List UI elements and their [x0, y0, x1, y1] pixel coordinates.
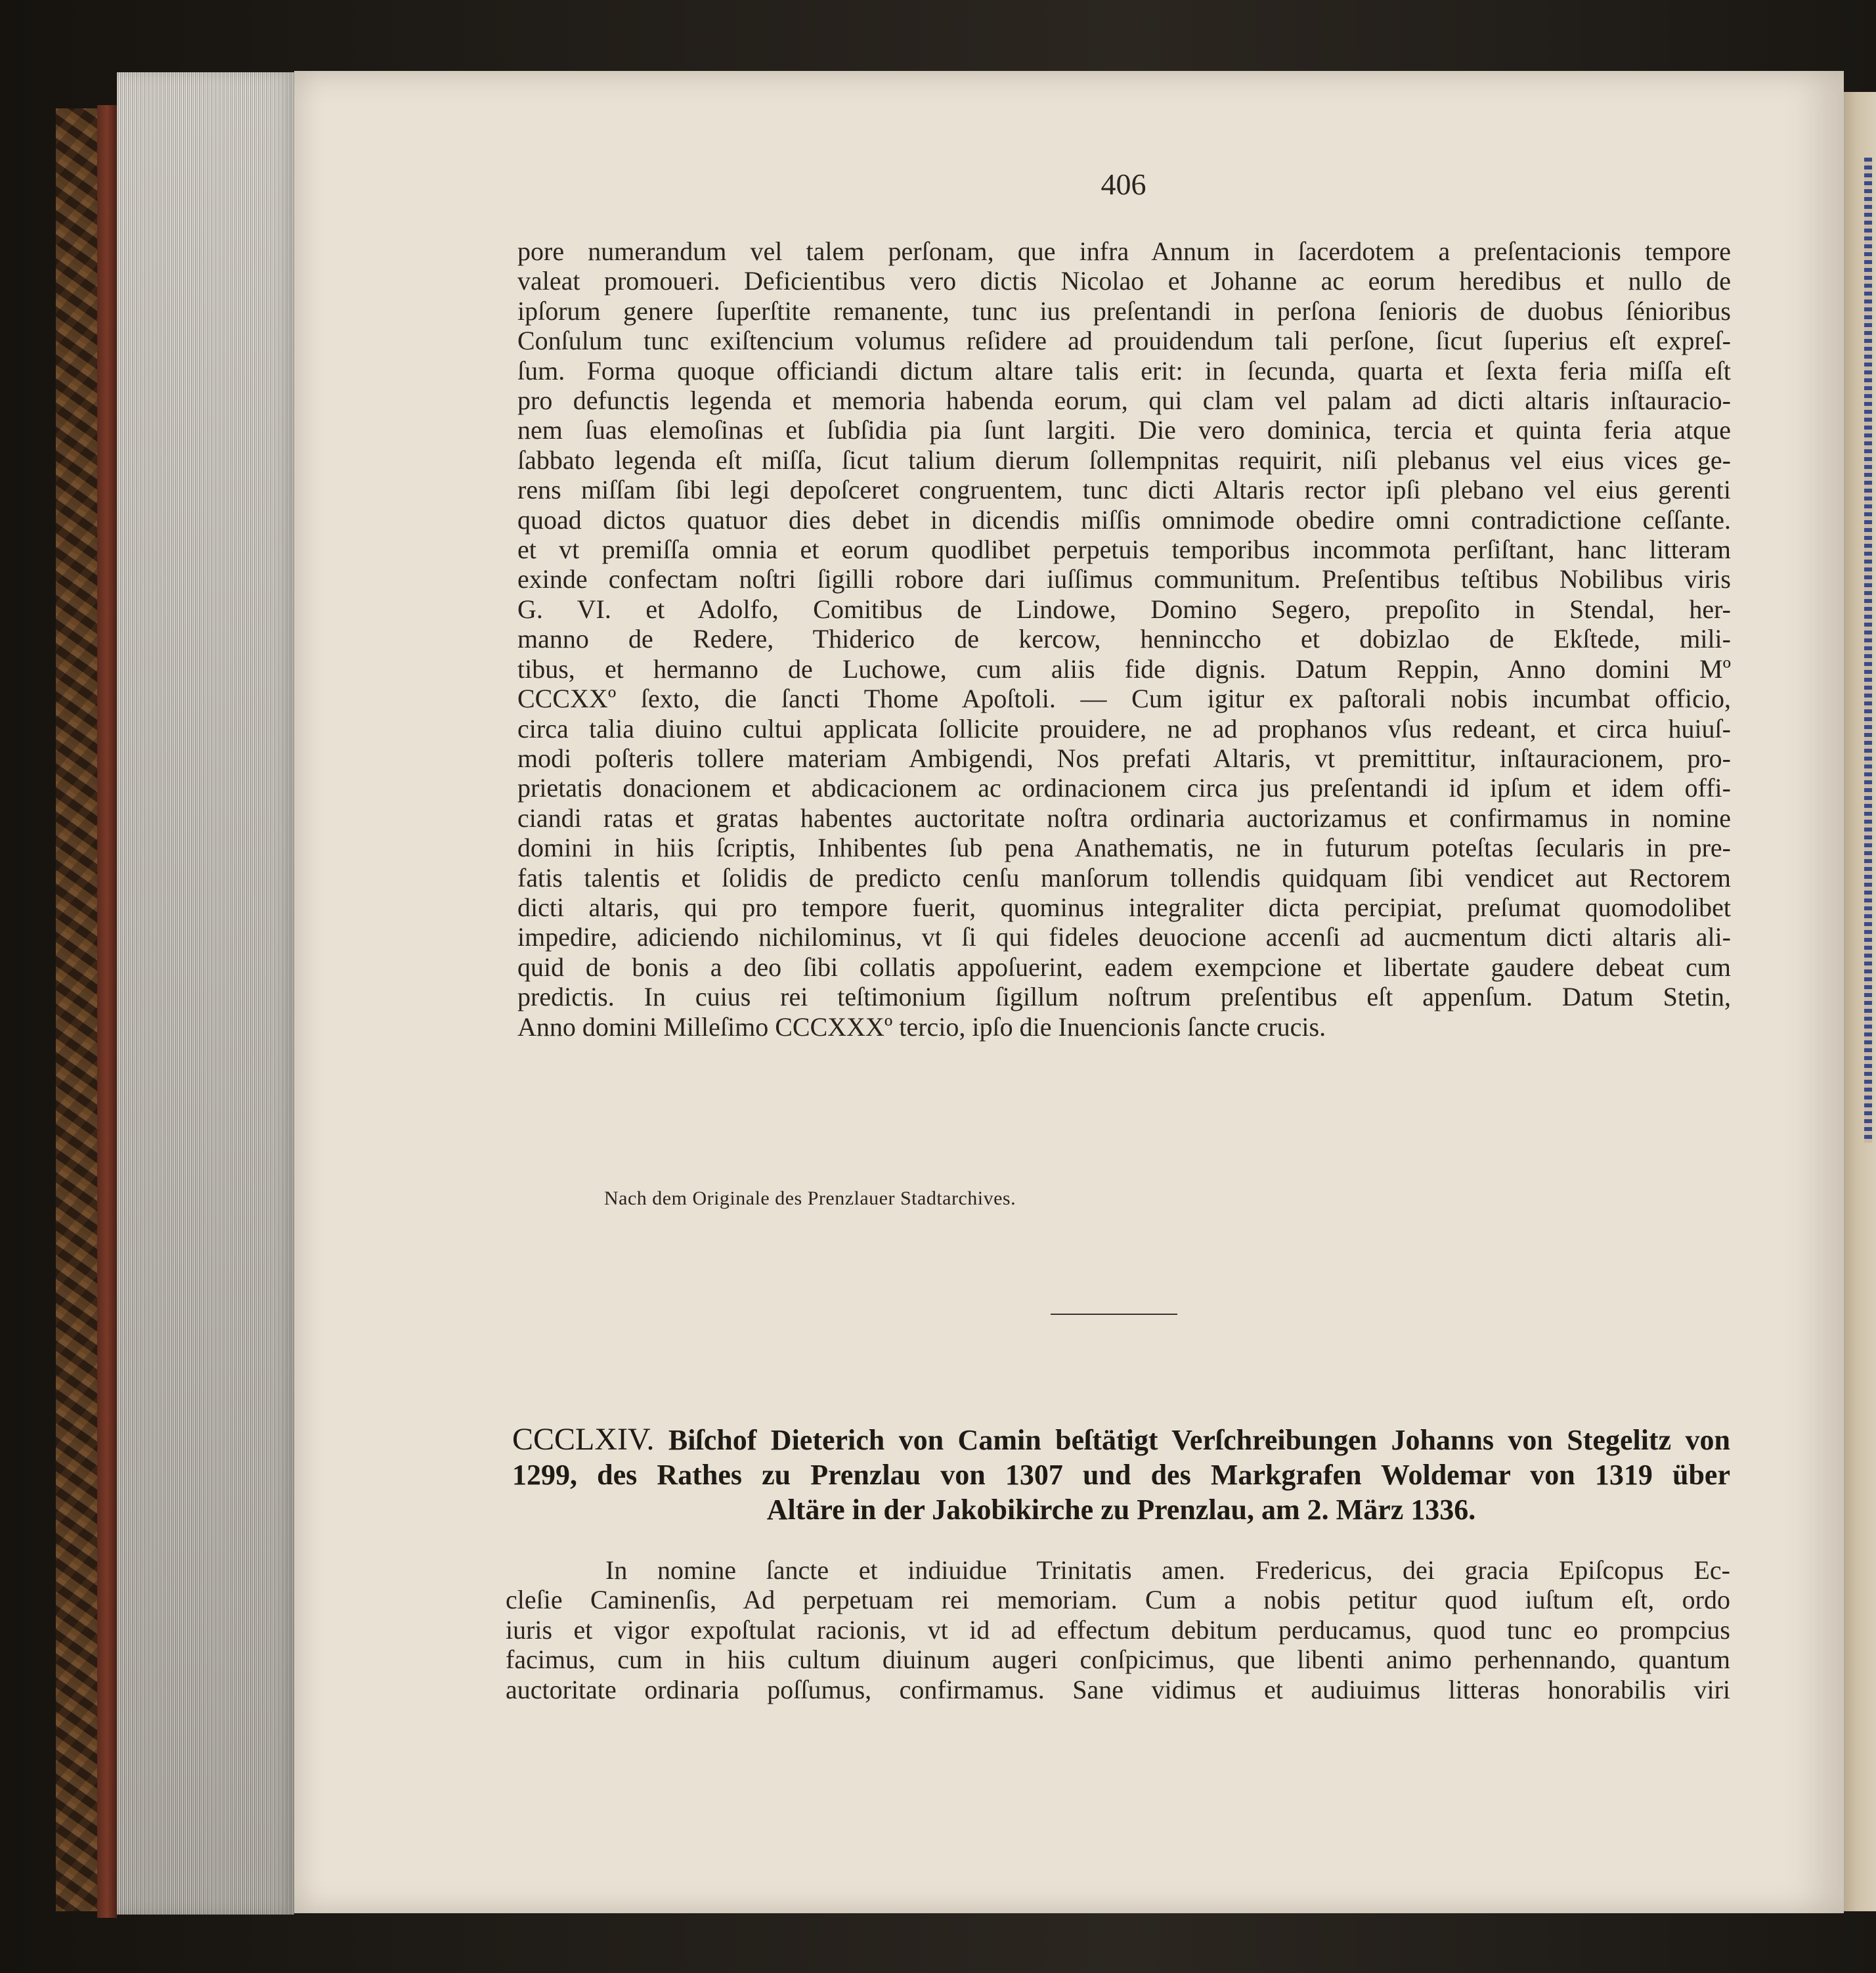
body-line: rens miſſam ſibi legi depoſceret congruentem, tunc dicti Altaris rector ipſi plebano vel eius gerenti	[517, 475, 1731, 505]
body-line: valeat promoueri. Deficientibus vero dictis Nicolao et Johanne ac eorum heredibus et nullo de	[517, 266, 1731, 296]
heading-text-1: Biſchof Dieterich von Camin beſtätigt Verſchreibungen Johanns von Stegelitz von	[668, 1424, 1731, 1456]
body-line: domini in hiis ſcriptis, Inhibentes ſub pena Anathematis, ne in futurum poteſtas ſecularis in pre-	[517, 833, 1731, 863]
heading-line-3: Altäre in der Jakobikirche zu Prenzlau, am 2. März 1336.	[766, 1494, 1476, 1526]
body-line: Conſulum tunc exiſtencium volumus reſidere ad prouidendum tali perſone, ſicut ſuperius eſt expreſ-	[517, 326, 1731, 356]
heading-line-1	[512, 1422, 1730, 1457]
body-line: ſum. Forma quoque officiandi dictum altare talis erit: in ſecunda, quarta et ſexta feria miſſa eſt	[517, 355, 1731, 386]
body-line: auctoritate ordinaria poſſumus, confirmamus. Sane vidimus et audiuimus litteras honorabilis viri	[506, 1674, 1730, 1704]
body-line: ipſorum genere ſuperſtite remanente, tunc ius preſentandi in perſona ſenioris de duobus ſénioribus	[517, 296, 1731, 326]
body-line: exinde confectam noſtri ſigilli robore dari iuſſimus communitum. Preſentibus teſtibus Nobilibus viris	[517, 564, 1731, 594]
document-body	[517, 236, 1731, 1042]
body-line: nem ſuas elemoſinas et ſubſidia pia ſunt largiti. Die vero dominica, tercia et quinta feria atque	[517, 415, 1731, 445]
body-line: ſabbato legenda eſt miſſa, ſicut talium dierum ſollempnitas requirit, niſi plebanus vel eius vices ge-	[517, 445, 1731, 475]
body-line: modi poſteris tollere materiam Ambigendi, Nos prefati Altaris, vt premittitur, inſtauracionem, pro-	[517, 743, 1731, 773]
body-line: quoad dictos quatuor dies debet in dicendis miſſis omnimode obedire omni contradictione ceſſante.	[517, 504, 1731, 535]
section-number: CCCLXIV.	[512, 1422, 655, 1457]
body-line: In nomine ſancte et indiuidue Trinitatis amen. Fredericus, dei gracia Epiſcopus Ec-	[605, 1555, 1730, 1585]
body-line: circa talia diuino cultui applicata ſollicite prouidere, ne ad prophanos vſus redeant, et circa huiuſ-	[517, 713, 1731, 743]
body-line: facimus, cum in hiis cultum diuinum augeri conſpicimus, que libenti animo perhennando, quantum	[506, 1645, 1730, 1675]
body-line: pore numerandum vel talem perſonam, que infra Annum in ſacerdotem a preſentacionis tempore	[517, 236, 1731, 266]
body-line: cleſie Caminenſis, Ad perpetuam rei memoriam. Cum a nobis petitur quod iuſtum eſt, ordo	[506, 1585, 1730, 1615]
document-body-2	[506, 1555, 1730, 1704]
body-line: pro defunctis legenda et memoria habenda eorum, qui clam vel palam ad dicti altaris inſtauracio-	[517, 386, 1731, 416]
body-line: et vt premiſſa omnia et eorum quodlibet perpetuis temporibus incommota perſiſtant, hanc litteram	[517, 535, 1731, 565]
body-line: quid de bonis a deo ſibi collatis appoſuerint, eadem exempcione et libertate gaudere debeat cum	[517, 952, 1731, 982]
heading-line-2: 1299, des Rathes zu Prenzlau von 1307 und des Markgrafen Woldemar von 1319 über	[512, 1459, 1730, 1491]
facing-page-edge	[1844, 92, 1876, 1911]
body-line: dicti altaris, qui pro tempore fuerit, quominus integraliter dicta percipiat, preſumat quomodolibet	[517, 892, 1731, 922]
body-line: iuris et vigor expoſtulat racionis, vt id ad effectum debitum perducamus, quod tunc eo prompcius	[506, 1614, 1730, 1645]
body-line: ciandi ratas et gratas habentes auctoritate noſtra ordinaria auctorizamus et confirmamus in nomine	[517, 803, 1731, 833]
section-divider	[1051, 1314, 1177, 1315]
body-line: manno de Redere, Thiderico de kercow, henninccho et dobizlao de Ekſtede, mili-	[517, 624, 1731, 654]
page-stack-edge	[117, 72, 294, 1915]
body-line: Anno domini Milleſimo CCCXXXº tercio, ipſo die Inuencionis ſancte crucis.	[517, 1011, 1326, 1042]
source-note: Nach dem Originale des Prenzlauer Stadtarchives.	[604, 1187, 1016, 1209]
body-line: CCCXXº ſexto, die ſancti Thome Apoſtoli. — Cum igitur ex paſtorali nobis incumbat officio,	[517, 684, 1731, 714]
body-line: impedire, adiciendo nichilominus, vt ſi qui fideles deuocione accenſi ad aucmentum dicti altaris ali-	[517, 922, 1731, 952]
body-line: fatis talentis et ſolidis de predicto cenſu manſorum tollendis quidquam ſibi vendicet aut Rectorem	[517, 862, 1731, 893]
page-number: 406	[1101, 167, 1146, 201]
body-line: prietatis donacionem et abdicacionem ac ordinacionem circa jus preſentandi id ipſum et idem offi-	[517, 773, 1731, 803]
bookmark-ribbon	[1864, 158, 1872, 1143]
body-line: tibus, et hermanno de Luchowe, cum aliis fide dignis. Datum Reppin, Anno domini Mº	[517, 654, 1731, 684]
body-line: G. VI. et Adolfo, Comitibus de Lindowe, Domino Segero, prepoſito in Stendal, her-	[517, 594, 1731, 624]
body-line: predictis. In cuius rei teſtimonium ſigillum noſtrum preſentibus eſt appenſum. Datum Stetin,	[517, 982, 1731, 1012]
leather-spine-band	[97, 105, 117, 1918]
section-heading	[512, 1422, 1730, 1527]
